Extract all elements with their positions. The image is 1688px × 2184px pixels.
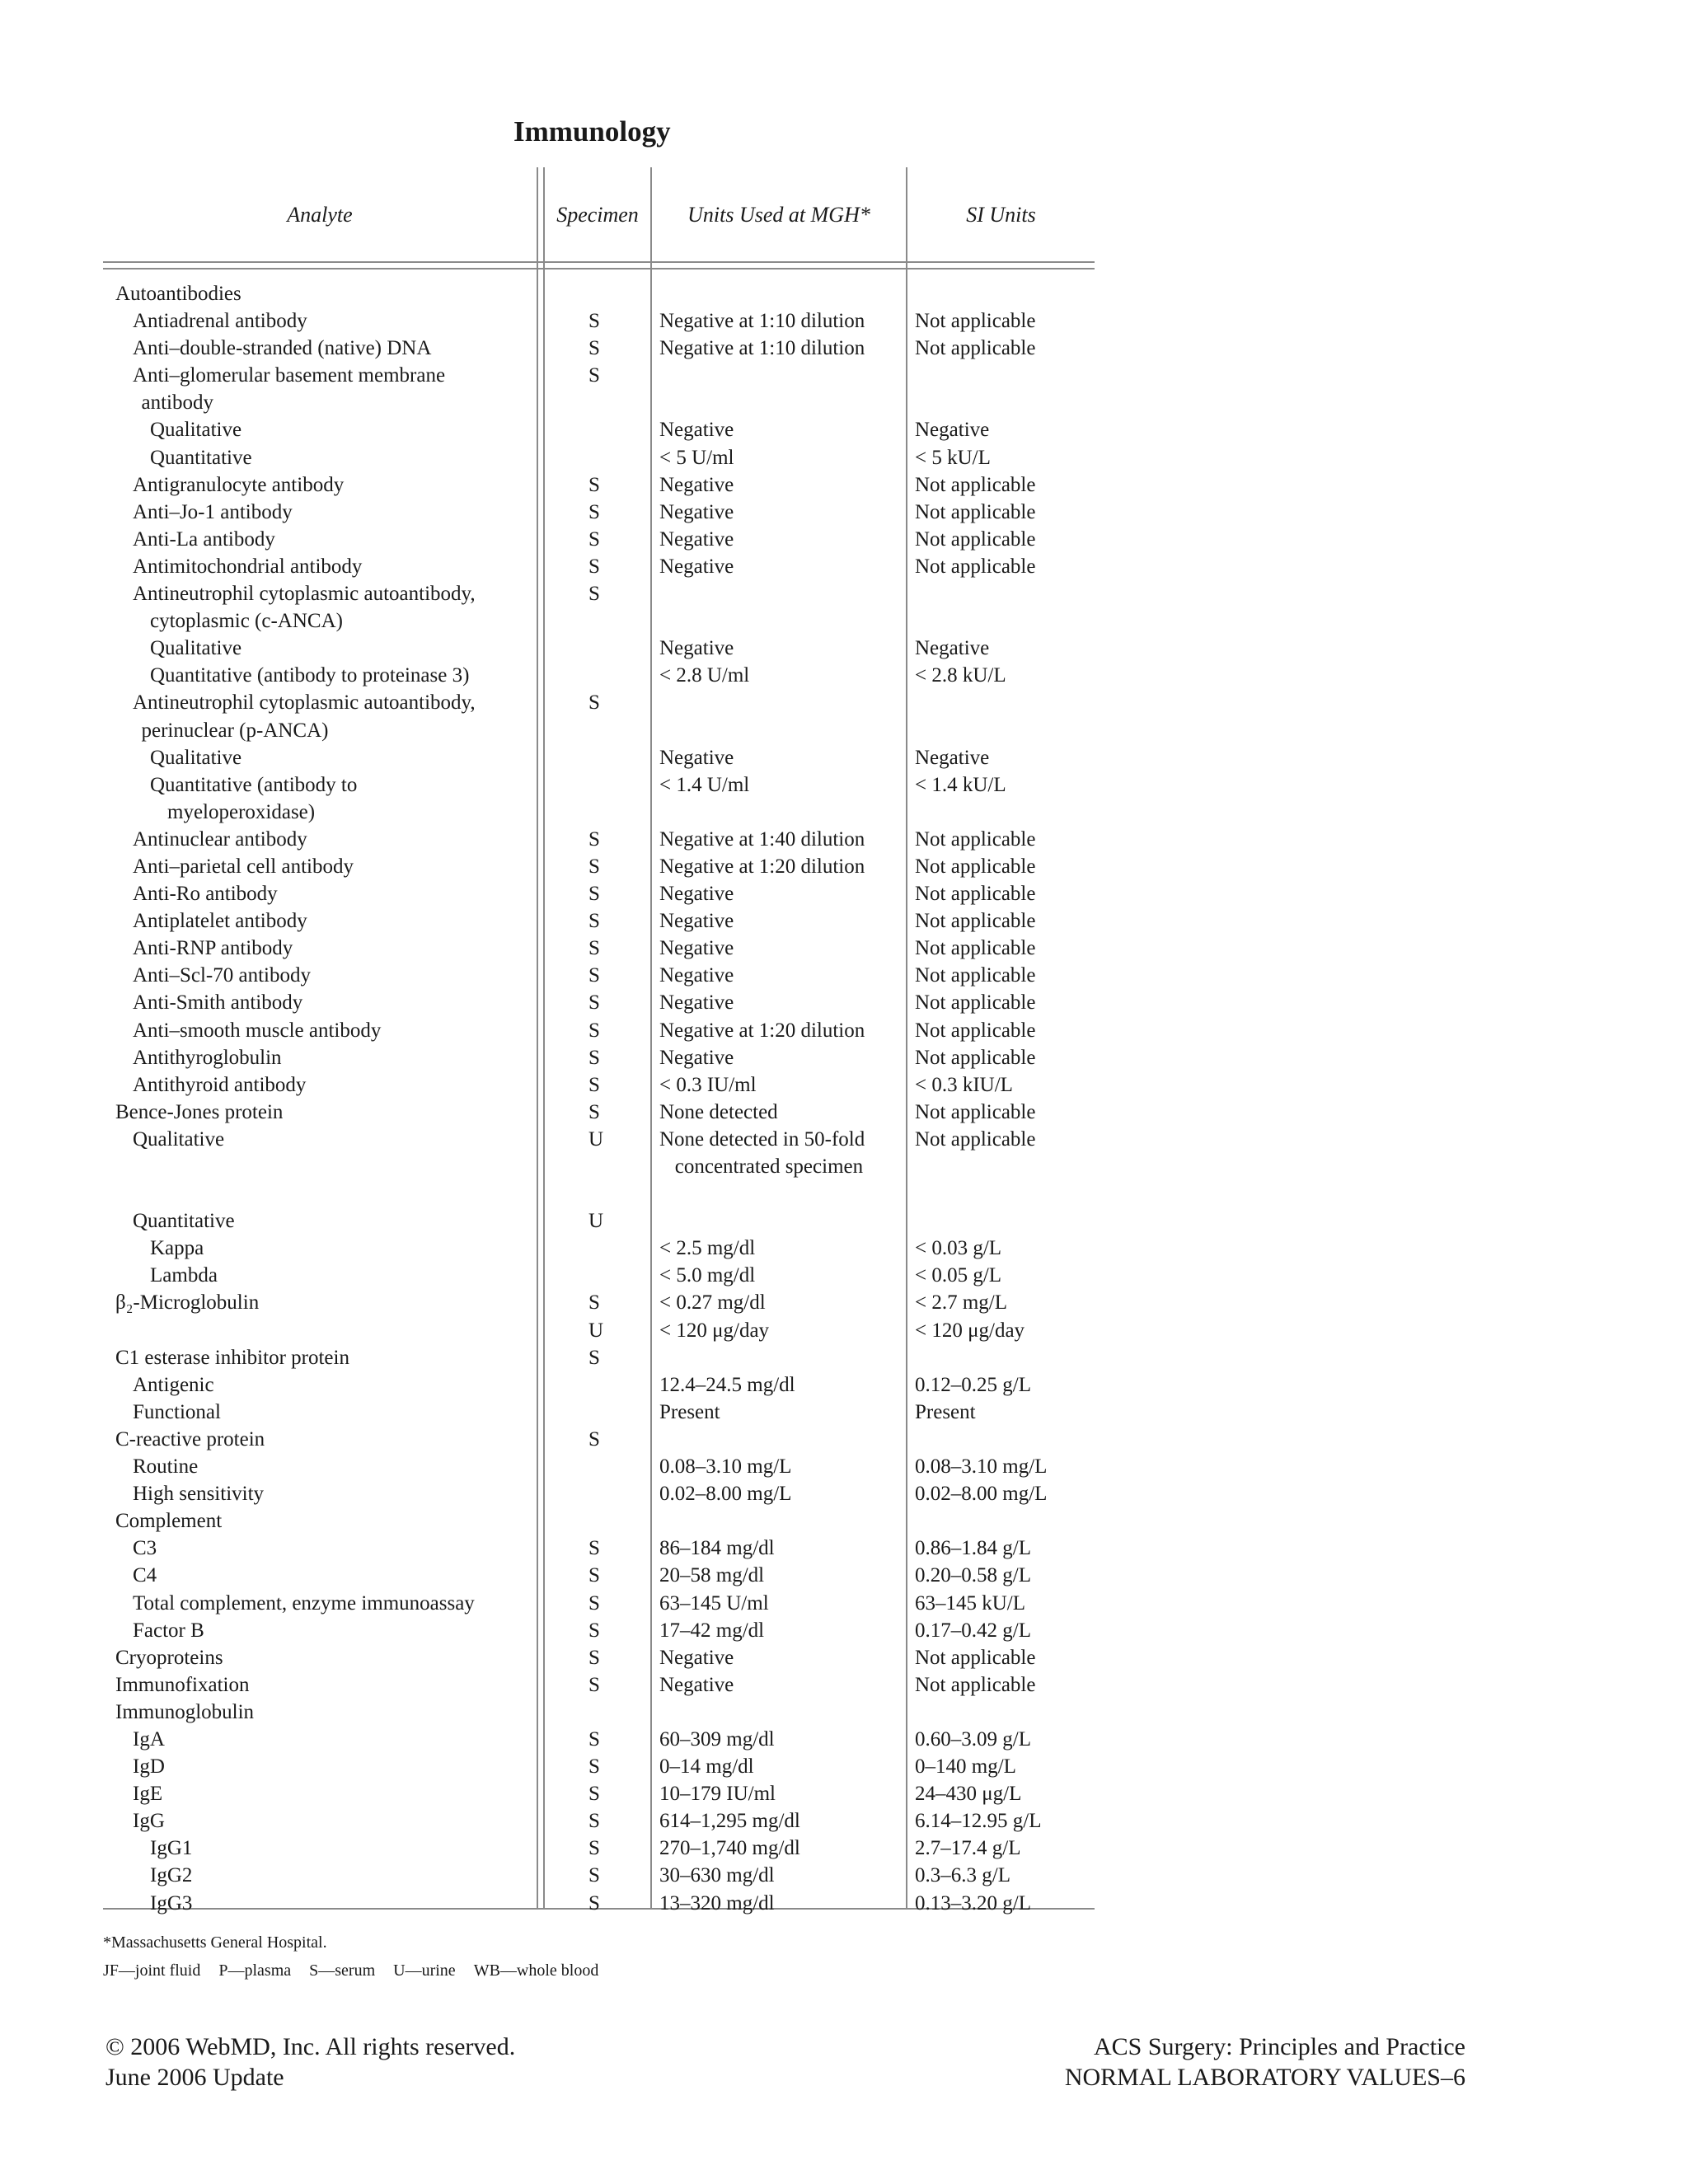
row-si-units: < 5 kU/L [915, 446, 991, 469]
row-specimen: S [588, 1100, 600, 1123]
row-si-units: Not applicable [915, 527, 1036, 551]
table-row [0, 1126, 1688, 1153]
footer-left [106, 2032, 515, 2093]
row-mgh-units: Negative at 1:20 dilution [659, 855, 865, 878]
row-analyte: Functional [133, 1400, 221, 1423]
row-specimen: S [588, 1646, 600, 1669]
row-mgh-units: 0.08–3.10 mg/L [659, 1455, 792, 1479]
table-row [0, 744, 1688, 771]
row-si-units: Not applicable [915, 1673, 1036, 1696]
row-specimen: S [588, 1591, 600, 1615]
row-si-units: 0.17–0.42 g/L [915, 1619, 1031, 1642]
table-row [0, 1099, 1688, 1126]
table-row [0, 799, 1688, 826]
table-row [0, 1044, 1688, 1071]
table-row [0, 826, 1688, 853]
table-row [0, 635, 1688, 662]
row-analyte: Quantitative (antibody to [150, 773, 358, 796]
table-row [0, 962, 1688, 989]
table-row [0, 444, 1688, 471]
row-mgh-units: Negative [659, 419, 734, 442]
header-si-units: SI Units [966, 203, 1036, 227]
row-specimen: S [588, 1346, 600, 1369]
row-analyte: Complement [115, 1510, 223, 1533]
footer-right [1065, 2032, 1465, 2093]
row-specimen: S [588, 1291, 600, 1315]
row-si-units: 0.60–3.09 g/L [915, 1727, 1031, 1750]
table-row [0, 1753, 1688, 1780]
row-analyte: Antigenic [133, 1373, 214, 1396]
row-si-units: < 0.3 kIU/L [915, 1073, 1013, 1096]
row-analyte: IgG1 [150, 1837, 193, 1860]
row-mgh-units: Negative [659, 500, 734, 523]
row-analyte: Immunoglobulin [115, 1700, 255, 1723]
row-specimen: S [588, 1755, 600, 1779]
table-row [0, 389, 1688, 416]
row-analyte: Anti–parietal cell antibody [133, 855, 354, 878]
row-analyte: Antineutrophil cytoplasmic autoantibody, [133, 691, 476, 715]
row-mgh-units: < 5.0 mg/dl [659, 1264, 756, 1287]
table-row [0, 1426, 1688, 1453]
row-mgh-units: 63–145 U/ml [659, 1591, 769, 1615]
row-si-units: 0–140 mg/L [915, 1755, 1016, 1779]
row-si-units: Not applicable [915, 310, 1036, 333]
row-specimen: S [588, 1673, 600, 1696]
row-mgh-units: Negative [659, 555, 734, 578]
header-mgh-units: Units Used at MGH* [687, 203, 870, 227]
row-mgh-units: None detected in 50-fold [659, 1127, 865, 1151]
row-mgh-units: 86–184 mg/dl [659, 1537, 775, 1560]
row-analyte: C-reactive protein [115, 1427, 265, 1451]
row-analyte: Qualitative [150, 419, 242, 442]
row-analyte: myeloperoxidase) [167, 800, 316, 823]
row-si-units: Negative [915, 637, 990, 660]
row-specimen: S [588, 1810, 600, 1833]
row-si-units: 0.20–0.58 g/L [915, 1564, 1031, 1587]
row-analyte: IgG2 [150, 1864, 193, 1887]
row-analyte: Quantitative [133, 1210, 235, 1233]
table-row [0, 499, 1688, 526]
row-specimen: U [588, 1319, 604, 1342]
row-specimen: S [588, 910, 600, 933]
row-analyte: Antinuclear antibody [133, 827, 307, 851]
row-analyte: Qualitative [150, 637, 242, 660]
row-specimen: S [588, 991, 600, 1015]
header-bottom-rule [103, 268, 1095, 269]
header-analyte: Analyte [287, 203, 353, 227]
row-analyte: Anti-RNP antibody [133, 937, 293, 960]
row-analyte: Antigranulocyte antibody [133, 473, 345, 496]
row-si-units: 6.14–12.95 g/L [915, 1810, 1042, 1833]
row-si-units: < 120 μg/day [915, 1319, 1025, 1342]
table-row [0, 1453, 1688, 1480]
row-mgh-units: Negative [659, 964, 734, 987]
header-top-rule [103, 261, 1095, 263]
row-mgh-units: 270–1,740 mg/dl [659, 1837, 800, 1860]
row-mgh-units: Negative [659, 1673, 734, 1696]
row-mgh-units: Negative at 1:20 dilution [659, 1019, 865, 1042]
table-row [0, 1535, 1688, 1562]
table-row [0, 989, 1688, 1016]
row-specimen: S [588, 583, 600, 606]
row-mgh-units: 12.4–24.5 mg/dl [659, 1373, 795, 1396]
row-mgh-units: < 1.4 U/ml [659, 773, 750, 796]
row-analyte: Anti–double-stranded (native) DNA [133, 337, 432, 360]
table-row [0, 1317, 1688, 1344]
table-row [0, 771, 1688, 799]
row-mgh-units: Negative [659, 1046, 734, 1069]
row-analyte: Antimitochondrial antibody [133, 555, 363, 578]
table-row [0, 335, 1688, 362]
row-analyte: C1 esterase inhibitor protein [115, 1346, 349, 1369]
row-si-units: Not applicable [915, 910, 1036, 933]
row-mgh-units: Negative [659, 910, 734, 933]
table-row [0, 717, 1688, 744]
row-specimen: S [588, 500, 600, 523]
table-row [0, 1890, 1688, 1917]
row-specimen: S [588, 964, 600, 987]
table-row [0, 1807, 1688, 1835]
row-mgh-units: 0.02–8.00 mg/L [659, 1483, 792, 1506]
row-mgh-units: None detected [659, 1100, 778, 1123]
row-specimen: S [588, 1837, 600, 1860]
row-si-units: 2.7–17.4 g/L [915, 1837, 1021, 1860]
row-si-units: Present [915, 1400, 976, 1423]
table-row [0, 1180, 1688, 1207]
row-si-units: 0.86–1.84 g/L [915, 1537, 1031, 1560]
row-analyte: Antithyroid antibody [133, 1073, 307, 1096]
table-row [0, 1590, 1688, 1617]
row-si-units: 24–430 μg/L [915, 1783, 1022, 1806]
table-row [0, 1262, 1688, 1289]
row-si-units: Not applicable [915, 1100, 1036, 1123]
table-row [0, 1780, 1688, 1807]
row-specimen: S [588, 337, 600, 360]
row-analyte: Kappa [150, 1237, 204, 1260]
row-specimen: U [588, 1127, 604, 1151]
row-mgh-units: 614–1,295 mg/dl [659, 1810, 800, 1833]
table-row [0, 1371, 1688, 1399]
row-analyte: Anti–Scl-70 antibody [133, 964, 311, 987]
row-si-units: Not applicable [915, 337, 1036, 360]
row-si-units: Not applicable [915, 473, 1036, 496]
row-si-units: 63–145 kU/L [915, 1591, 1026, 1615]
row-mgh-units: < 0.3 IU/ml [659, 1073, 757, 1096]
table-row [0, 1071, 1688, 1099]
row-analyte: Total complement, enzyme immunoassay [133, 1591, 475, 1615]
row-si-units: Not applicable [915, 883, 1036, 906]
row-analyte: Quantitative [150, 446, 252, 469]
row-mgh-units: Negative [659, 937, 734, 960]
table-row [0, 1153, 1688, 1180]
row-si-units: 0.13–3.20 g/L [915, 1891, 1031, 1915]
row-analyte: C4 [133, 1564, 157, 1587]
row-mgh-units: 10–179 IU/ml [659, 1783, 776, 1806]
row-analyte: Antithyroglobulin [133, 1046, 282, 1069]
footer-update: June 2006 Update [106, 2064, 284, 2091]
row-specimen: S [588, 1564, 600, 1587]
row-si-units: < 0.03 g/L [915, 1237, 1002, 1260]
row-specimen: S [588, 473, 600, 496]
row-analyte: Antiplatelet antibody [133, 910, 307, 933]
legend-item: JF—joint fluid [103, 1961, 201, 1980]
row-si-units: < 1.4 kU/L [915, 773, 1006, 796]
row-mgh-units: < 2.8 U/ml [659, 664, 750, 687]
row-mgh-units: concentrated specimen [659, 1155, 864, 1178]
row-si-units: < 2.7 mg/L [915, 1291, 1008, 1315]
lab-values-table [0, 280, 1688, 1917]
table-row [0, 662, 1688, 689]
footer-copyright: © 2006 WebMD, Inc. All rights reserved. [106, 2033, 516, 2060]
row-mgh-units: Negative [659, 637, 734, 660]
table-row [0, 1399, 1688, 1426]
row-analyte: Anti-La antibody [133, 527, 275, 551]
row-analyte: perinuclear (p-ANCA) [141, 719, 329, 742]
row-si-units: Not applicable [915, 827, 1036, 851]
legend-item: U—urine [393, 1961, 456, 1980]
row-analyte: antibody [141, 391, 213, 415]
row-analyte: IgG3 [150, 1891, 193, 1915]
row-si-units: < 2.8 kU/L [915, 664, 1006, 687]
row-si-units: Not applicable [915, 1127, 1036, 1151]
row-analyte: cytoplasmic (c-ANCA) [150, 610, 343, 633]
table-row [0, 553, 1688, 580]
row-mgh-units: < 0.27 mg/dl [659, 1291, 766, 1315]
row-analyte: Qualitative [150, 746, 242, 769]
table-row [0, 1562, 1688, 1589]
row-analyte: IgD [133, 1755, 165, 1779]
row-specimen: S [588, 555, 600, 578]
row-specimen: S [588, 937, 600, 960]
row-analyte: Lambda [150, 1264, 218, 1287]
table-row [0, 526, 1688, 553]
row-specimen: S [588, 1619, 600, 1642]
row-specimen: S [588, 1046, 600, 1069]
row-mgh-units: 0–14 mg/dl [659, 1755, 754, 1779]
specimen-legend [103, 1961, 617, 1980]
row-si-units: < 0.05 g/L [915, 1264, 1002, 1287]
row-specimen: S [588, 364, 600, 387]
row-mgh-units: 17–42 mg/dl [659, 1619, 765, 1642]
row-mgh-units: 20–58 mg/dl [659, 1564, 765, 1587]
row-specimen: U [588, 1210, 604, 1233]
table-row [0, 1617, 1688, 1644]
row-specimen: S [588, 1891, 600, 1915]
table-row [0, 607, 1688, 635]
footer-section: NORMAL LABORATORY VALUES–6 [1064, 2064, 1465, 2091]
table-row [0, 1726, 1688, 1753]
row-analyte: Qualitative [133, 1127, 225, 1151]
row-specimen: S [588, 310, 600, 333]
row-mgh-units: Negative [659, 473, 734, 496]
table-row [0, 307, 1688, 335]
row-specimen: S [588, 1427, 600, 1451]
row-specimen: S [588, 883, 600, 906]
row-analyte: IgE [133, 1783, 163, 1806]
header-specimen: Specimen [556, 203, 639, 227]
row-analyte: Autoantibodies [115, 283, 241, 305]
row-mgh-units: Negative [659, 991, 734, 1015]
row-analyte: Anti–smooth muscle antibody [133, 1019, 382, 1042]
table-row [0, 471, 1688, 499]
row-mgh-units: Negative [659, 1646, 734, 1669]
row-mgh-units: < 120 μg/day [659, 1319, 770, 1342]
row-mgh-units: < 2.5 mg/dl [659, 1237, 756, 1260]
row-analyte: Factor B [133, 1619, 204, 1642]
row-si-units: 0.3–6.3 g/L [915, 1864, 1010, 1887]
table-row [0, 689, 1688, 716]
row-si-units: Not applicable [915, 937, 1036, 960]
legend-item: S—serum [309, 1961, 376, 1980]
row-mgh-units: 30–630 mg/dl [659, 1864, 775, 1887]
table-row [0, 853, 1688, 880]
row-analyte: Bence-Jones protein [115, 1100, 284, 1123]
row-specimen: S [588, 1073, 600, 1096]
row-si-units: Not applicable [915, 1019, 1036, 1042]
row-specimen: S [588, 1864, 600, 1887]
row-si-units: Not applicable [915, 991, 1036, 1015]
table-row [0, 1699, 1688, 1726]
row-si-units: Negative [915, 746, 990, 769]
row-mgh-units: Negative at 1:10 dilution [659, 337, 865, 360]
row-si-units: Not applicable [915, 1046, 1036, 1069]
row-si-units: Negative [915, 419, 990, 442]
page-title: Immunology [513, 115, 671, 148]
table-row [0, 1835, 1688, 1862]
row-analyte: Quantitative (antibody to proteinase 3) [150, 664, 470, 687]
row-specimen: S [588, 855, 600, 878]
row-mgh-units: Negative [659, 527, 734, 551]
footnote: *Massachusetts General Hospital. [103, 1933, 327, 1952]
row-analyte: Anti–glomerular basement membrane [133, 364, 446, 387]
footer-book-title: ACS Surgery: Principles and Practice [1093, 2033, 1465, 2060]
row-analyte: Immunofixation [115, 1673, 250, 1696]
table-row [0, 1671, 1688, 1699]
row-analyte: C3 [133, 1537, 157, 1560]
row-si-units: Not applicable [915, 964, 1036, 987]
row-analyte: Antineutrophil cytoplasmic autoantibody, [133, 583, 476, 606]
row-si-units: 0.12–0.25 g/L [915, 1373, 1031, 1396]
table-row [0, 1344, 1688, 1371]
row-si-units: Not applicable [915, 555, 1036, 578]
table-row [0, 907, 1688, 935]
row-analyte: IgA [133, 1727, 165, 1750]
table-row [0, 1480, 1688, 1507]
row-mgh-units: Present [659, 1400, 720, 1423]
row-analyte: Routine [133, 1455, 199, 1479]
row-mgh-units: 60–309 mg/dl [659, 1727, 775, 1750]
row-analyte: Antiadrenal antibody [133, 310, 307, 333]
table-row [0, 416, 1688, 443]
row-analyte: Anti-Smith antibody [133, 991, 303, 1015]
legend-item: WB—whole blood [473, 1961, 599, 1980]
row-mgh-units: < 5 U/ml [659, 446, 734, 469]
row-mgh-units: Negative at 1:40 dilution [659, 827, 865, 851]
row-analyte: Anti–Jo-1 antibody [133, 500, 293, 523]
row-mgh-units: Negative [659, 746, 734, 769]
row-si-units: Not applicable [915, 1646, 1036, 1669]
row-analyte: β₂-Microglobulin [115, 1291, 260, 1315]
table-row [0, 580, 1688, 607]
table-row [0, 1207, 1688, 1235]
table-row [0, 880, 1688, 907]
row-specimen: S [588, 1537, 600, 1560]
legend-item: P—plasma [218, 1961, 292, 1980]
row-mgh-units: 13–320 mg/dl [659, 1891, 775, 1915]
row-specimen: S [588, 1727, 600, 1750]
row-analyte: High sensitivity [133, 1483, 265, 1506]
row-si-units: Not applicable [915, 500, 1036, 523]
table-row [0, 1862, 1688, 1889]
row-si-units: 0.02–8.00 mg/L [915, 1483, 1048, 1506]
row-mgh-units: Negative [659, 883, 734, 906]
row-mgh-units: Negative at 1:10 dilution [659, 310, 865, 333]
table-row [0, 935, 1688, 962]
table-row [0, 1644, 1688, 1671]
table-row [0, 1235, 1688, 1262]
table-row [0, 1017, 1688, 1044]
table-row [0, 280, 1688, 307]
row-si-units: 0.08–3.10 mg/L [915, 1455, 1048, 1479]
row-analyte: IgG [133, 1810, 165, 1833]
table-row [0, 1289, 1688, 1316]
row-specimen: S [588, 1019, 600, 1042]
table-row [0, 362, 1688, 389]
row-si-units: Not applicable [915, 855, 1036, 878]
row-specimen: S [588, 691, 600, 715]
row-analyte: Anti-Ro antibody [133, 883, 278, 906]
row-specimen: S [588, 1783, 600, 1806]
row-analyte: Cryoproteins [115, 1646, 223, 1669]
table-row [0, 1507, 1688, 1535]
row-specimen: S [588, 527, 600, 551]
row-specimen: S [588, 827, 600, 851]
